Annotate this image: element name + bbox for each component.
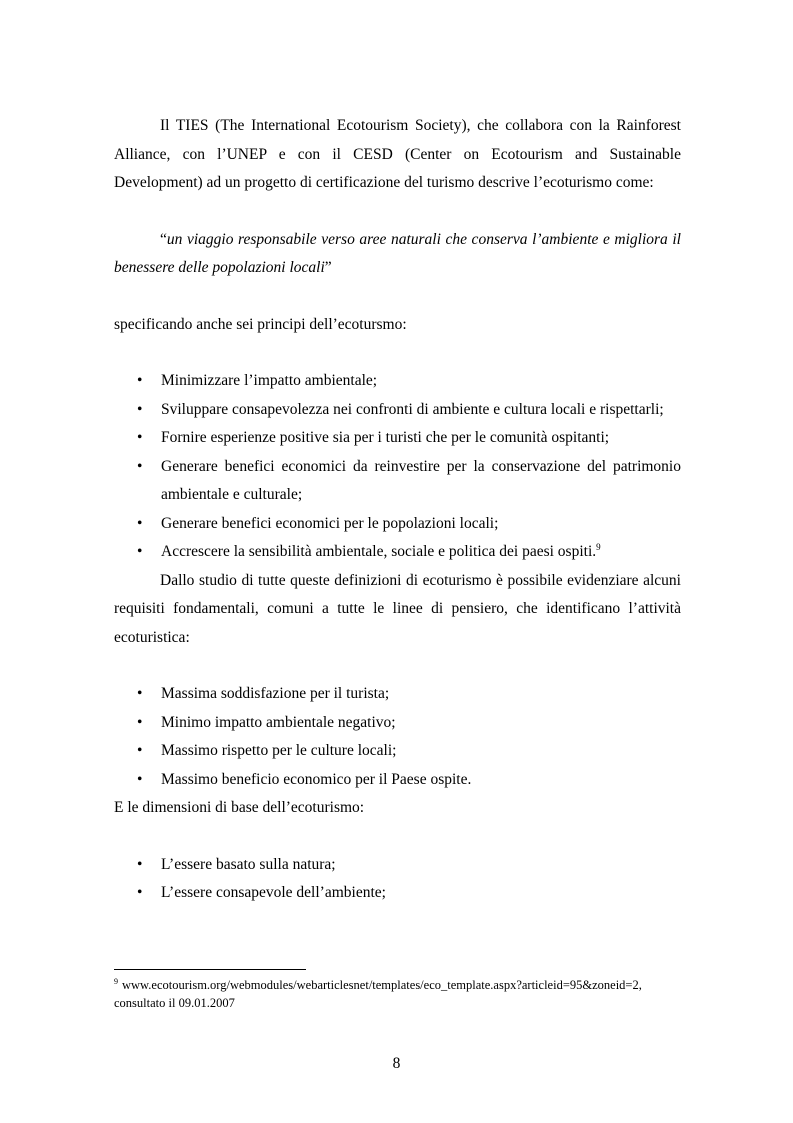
list-item-text: Accrescere la sensibilità ambientale, sociale e politica dei paesi ospiti. bbox=[161, 543, 597, 560]
list-item bbox=[114, 851, 681, 880]
dimensions-list bbox=[114, 851, 681, 908]
bullet-icon: • bbox=[137, 543, 143, 560]
list-item-text: Massimo rispetto per le culture locali; bbox=[161, 742, 397, 759]
list-item-text: Generare benefici economici da reinvestire per la conservazione del patrimonio ambientale e culturale; bbox=[161, 457, 681, 503]
footnote-text[interactable]: www.ecotourism.org/webmodules/webarticlesnet/templates/eco_template.aspx?articleid=95&zoneid=2, consultato il 09.01.2007 bbox=[114, 978, 642, 1010]
page-number: 8 bbox=[392, 1055, 401, 1072]
list-item bbox=[114, 680, 681, 709]
bullet-icon: • bbox=[137, 429, 143, 446]
list-item-text: Minimizzare l’impatto ambientale; bbox=[161, 372, 378, 389]
bullet-icon: • bbox=[137, 713, 143, 731]
ecotourism-definition-quote bbox=[114, 226, 681, 283]
list-item bbox=[114, 538, 681, 567]
list-item bbox=[114, 424, 681, 453]
bullet-icon: • bbox=[137, 855, 143, 873]
footnote-separator bbox=[114, 969, 306, 970]
quote-open-mark: “ bbox=[160, 230, 167, 248]
list-item bbox=[114, 396, 681, 425]
quote-text: un viaggio responsabile verso aree naturali che conserva l’ambiente e migliora il benessere delle popolazioni locali bbox=[114, 230, 681, 276]
list-item-text: Fornire esperienze positive sia per i turisti che per le comunità ospitanti; bbox=[161, 429, 610, 446]
list-item bbox=[114, 709, 681, 738]
ties-intro-paragraph: Il TIES (The International Ecotourism Society), che collabora con la Rainforest Alliance, con l’UNEP e con il CESD (Center on Ecotourism and Sustainable Development) ad un progetto di certificazione del turismo descrive l’ecoturismo come: bbox=[114, 117, 681, 191]
list-item-text: Generare benefici economici per le popolazioni locali; bbox=[161, 514, 499, 532]
requisites-intro-paragraph: Dallo studio di tutte queste definizioni di ecoturismo è possibile evidenziare alcuni requisiti fondamentali, comuni a tutte le linee di pensiero, che identificano l’attività ecoturistica: bbox=[114, 571, 681, 646]
list-item-text: L’essere consapevole dell’ambiente; bbox=[161, 884, 386, 901]
list-item-text: L’essere basato sulla natura; bbox=[161, 855, 336, 873]
list-item-text: Massima soddisfazione per il turista; bbox=[161, 685, 390, 702]
list-item bbox=[114, 737, 681, 766]
quote-close-mark: ” bbox=[324, 259, 332, 276]
list-item-text: Minimo impatto ambientale negativo; bbox=[161, 713, 396, 731]
footnote-reference[interactable]: 9 bbox=[596, 542, 601, 552]
requisites-list bbox=[114, 680, 681, 794]
bullet-icon: • bbox=[137, 685, 143, 702]
list-item-text: Massimo beneficio economico per il Paese ospite. bbox=[161, 770, 472, 788]
bullet-icon: • bbox=[137, 770, 143, 788]
bullet-icon: • bbox=[137, 884, 143, 901]
list-item bbox=[114, 367, 681, 396]
bullet-icon: • bbox=[137, 514, 143, 532]
list-item bbox=[114, 766, 681, 795]
principles-intro: specificando anche sei principi dell’ecotursmo: bbox=[114, 315, 407, 333]
dimensions-intro: E le dimensioni di base dell’ecoturismo: bbox=[114, 799, 365, 816]
page-body bbox=[114, 112, 681, 908]
principles-list bbox=[114, 367, 681, 567]
list-item-text: Sviluppare consapevolezza nei confronti di ambiente e cultura locali e rispettarli; bbox=[161, 400, 664, 418]
bullet-icon: • bbox=[137, 457, 143, 475]
footnote-number: 9 bbox=[114, 977, 118, 986]
footnote bbox=[114, 976, 681, 1012]
bullet-icon: • bbox=[137, 372, 143, 389]
list-item bbox=[114, 453, 681, 510]
list-item bbox=[114, 510, 681, 539]
bullet-icon: • bbox=[137, 742, 143, 759]
list-item bbox=[114, 879, 681, 908]
bullet-icon: • bbox=[137, 400, 143, 418]
